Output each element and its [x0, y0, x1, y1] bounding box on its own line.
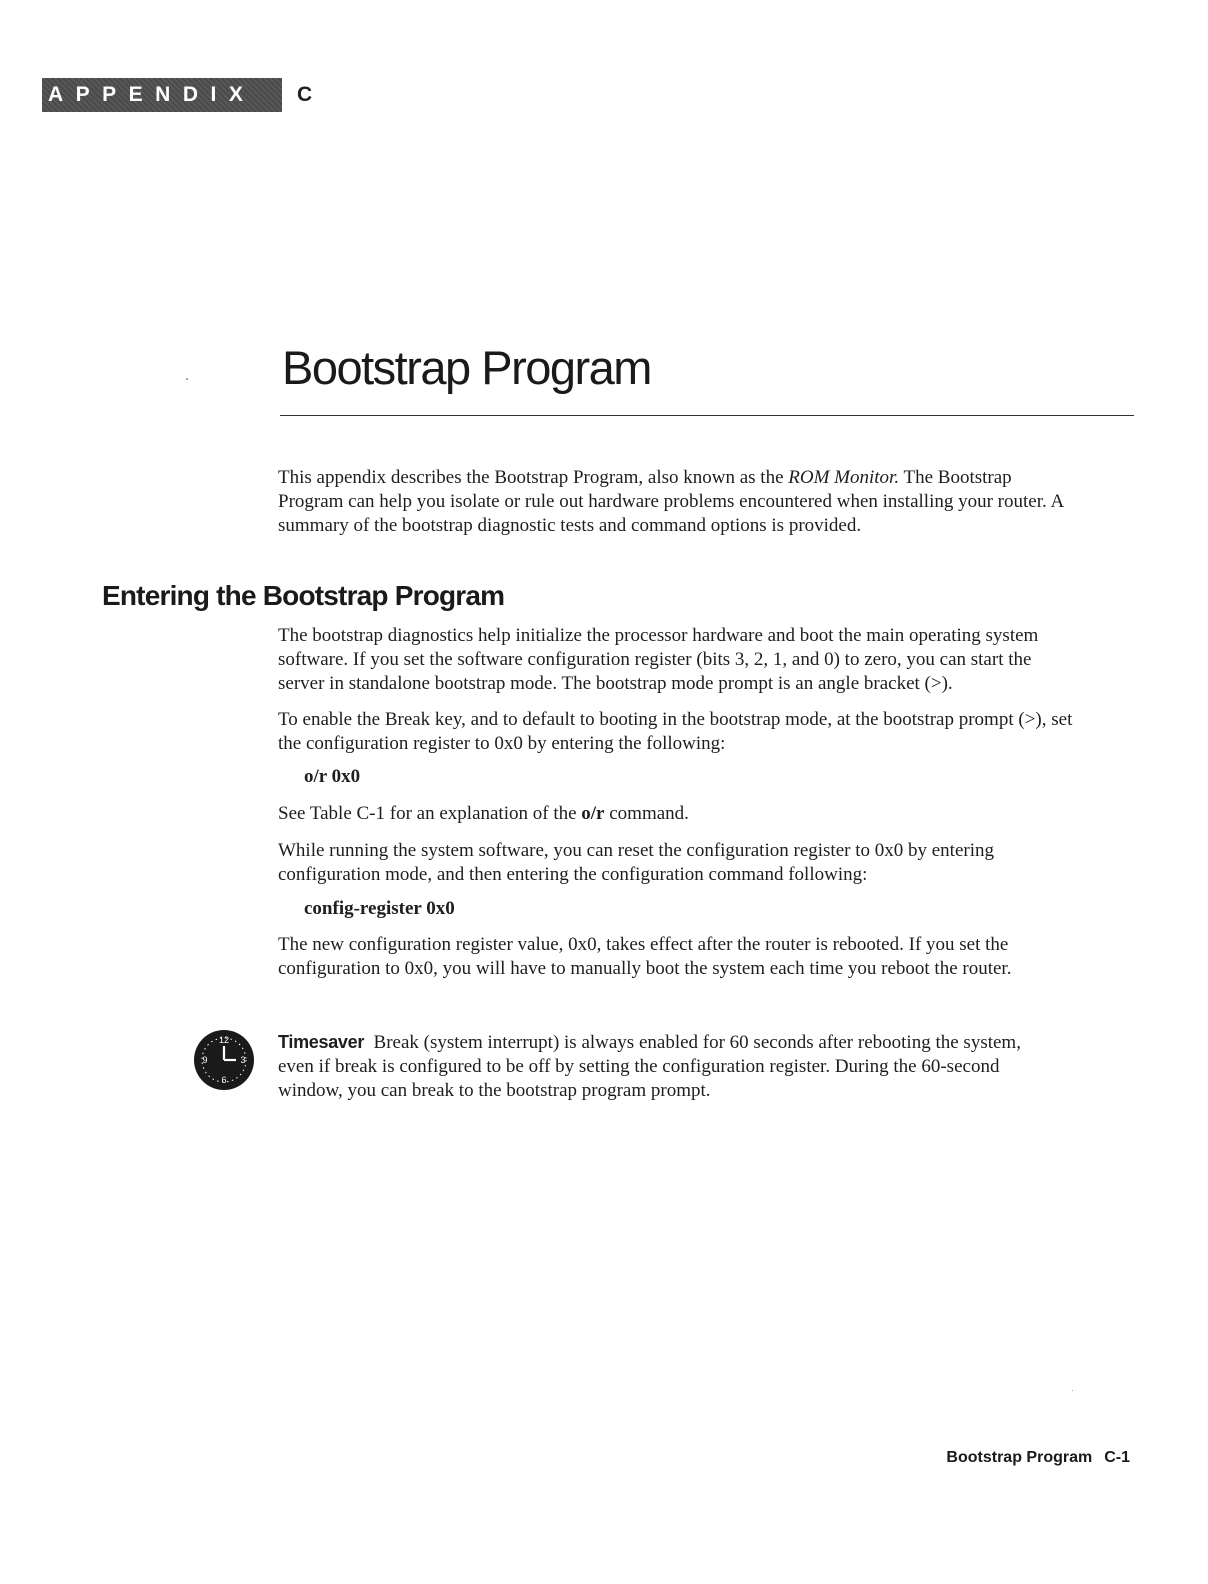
timesaver-label: Timesaver — [278, 1032, 365, 1052]
appendix-label: APPENDIX — [48, 83, 256, 106]
footer-page-number: C-1 — [1104, 1449, 1130, 1466]
page-footer — [946, 1446, 1130, 1470]
clock-icon — [192, 1028, 256, 1092]
paragraph-diagnostics: The bootstrap diagnostics help initialize the processor hardware and boot the main operating system software. If you set the software configuration register (bits 3, 2, 1, and 0) to zero, you can start the server in standalone bootstrap mode. The bootstrap mode prompt is an angle bracket (>). — [278, 625, 1039, 694]
timesaver-text: Break (system interrupt) is always enabled for 60 seconds after rebooting the system, even if break is configured to be off by setting the configuration register. During the 60-second window, you can break to the bootstrap program prompt. — [278, 1032, 1021, 1101]
paragraph-reset-register: While running the system software, you can reset the configuration register to 0x0 by entering configuration mode, and then entering the configuration command following: — [278, 840, 994, 885]
clock-numeral-9: 9 — [202, 1055, 208, 1065]
timesaver-note — [278, 1030, 1058, 1103]
title-divider — [280, 415, 1134, 416]
table-reference-text-end: command. — [604, 803, 689, 824]
or-command-term: o/r — [581, 803, 605, 824]
command-config-register: config-register 0x0 — [304, 898, 455, 919]
paragraph-new-value: The new configuration register value, 0x0, takes effect after the router is rebooted. If you set the configuration to 0x0, you will have to manually boot the system each time you reboot the router. — [278, 934, 1012, 979]
table-reference-text: See Table C-1 for an explanation of the — [278, 803, 582, 824]
rom-monitor-term: ROM Monitor. — [788, 467, 900, 488]
page-title: Bootstrap Program — [282, 341, 651, 394]
clock-numeral-12: 12 — [218, 1035, 230, 1045]
intro-paragraph — [278, 466, 1078, 538]
scan-speck — [186, 378, 188, 380]
appendix-letter: C — [297, 83, 313, 106]
footer-title: Bootstrap Program — [946, 1449, 1093, 1466]
paragraph-enable-break: To enable the Break key, and to default to booting in the bootstrap mode, at the bootstrap prompt (>), set the configuration register to 0x0 by entering the following: — [278, 709, 1073, 754]
command-or-0x0: o/r 0x0 — [304, 766, 361, 787]
section-heading: Entering the Bootstrap Program — [102, 580, 505, 611]
intro-text-continued: The Bootstrap Program can help you isolate or rule out hardware problems encountered when installing your router. A summary of the bootstrap diagnostic tests and command options is provided. — [278, 467, 1064, 536]
clock-numeral-3: 3 — [240, 1055, 246, 1065]
clock-numeral-6: 6 — [221, 1075, 227, 1085]
intro-text: This appendix describes the Bootstrap Program, also known as the — [278, 467, 789, 488]
paragraph-table-reference — [278, 802, 1078, 826]
scan-speck — [1072, 1390, 1073, 1391]
